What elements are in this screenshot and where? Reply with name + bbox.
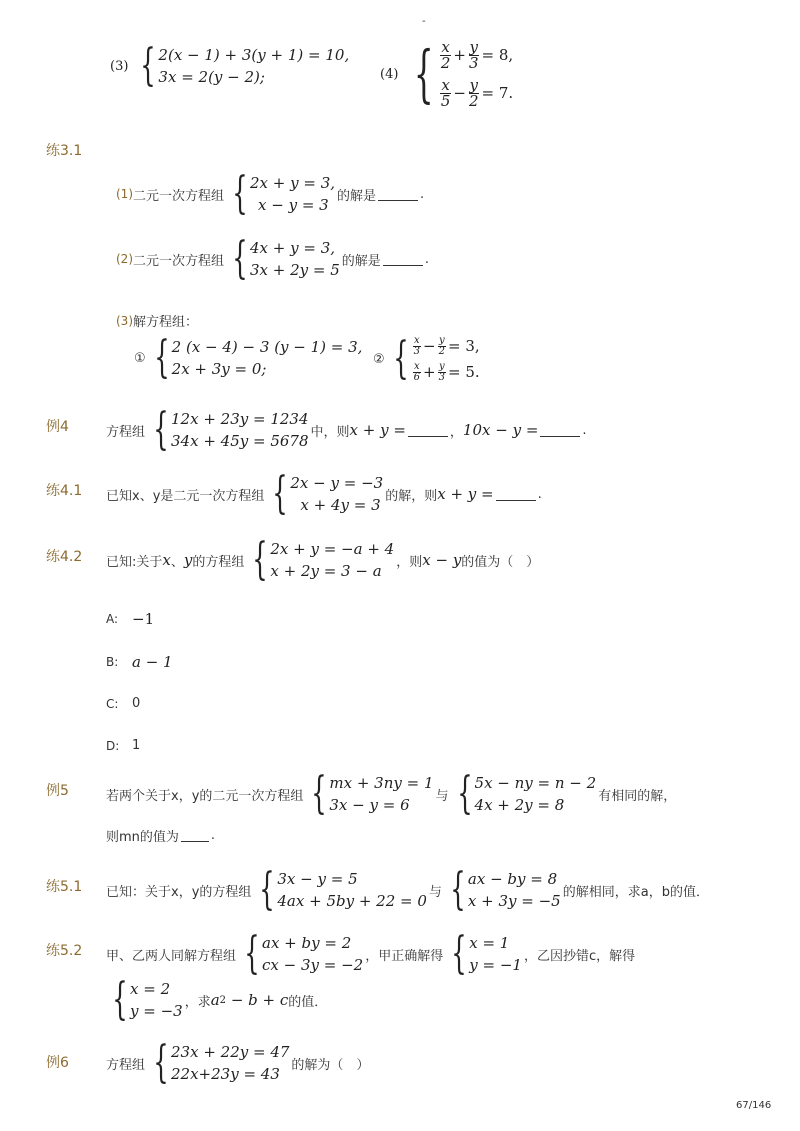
example-6-text: 方程组 [106, 1057, 146, 1073]
top-dash: - [422, 16, 426, 27]
exercise-4-1 [106, 468, 542, 519]
exercise-4-2-text1: 已知:关于 [106, 554, 163, 570]
exercise-5-2-tag: 练5.2 [46, 943, 83, 959]
example-5-s1-eq2: 3x − y = 6 [329, 796, 410, 814]
example-4-mid: 中，则 [310, 424, 350, 440]
example-5-line2-text: 则mn的值为 [106, 830, 179, 845]
exercise-4-2-text2: 的方程组 [192, 554, 245, 570]
example-6-eq1: 23x + 22y = 47 [171, 1043, 290, 1061]
problem-3-system [134, 40, 350, 91]
exercise-4-2-eq1: 2x + y = −a + 4 [270, 540, 395, 558]
exercise-4-2 [106, 534, 540, 585]
example-5-with: 与 [435, 788, 449, 804]
problem-4-system: { $\frac{x}{2}$ + $\frac{y}{3}$ = 8, $\frac{x}{5}$ − $\frac{y}{2}$ = 7. [414, 37, 514, 110]
exercise-4-2-tail: ，则 [396, 554, 423, 570]
exercise-5-1-with: 与 [428, 884, 442, 900]
problem-3-eq1: 2(x − 1) + 3(y + 1) = 10, [158, 46, 350, 64]
q2-eq1: 4x + y = 3, [250, 239, 336, 257]
exercise-4-1-expr: x + y = [437, 485, 494, 503]
q3-c2-eq1-tail: = 3, [447, 337, 480, 355]
exercise-5-2-text3: ，乙因抄错c，解得 [523, 948, 636, 964]
expr-rest: − b + c [226, 991, 289, 1009]
answer-blank[interactable] [540, 424, 580, 437]
left-brace-icon: { [153, 1037, 169, 1088]
option-b[interactable] [106, 653, 173, 671]
enum-comma: 、 [170, 554, 184, 570]
left-brace-icon: { [232, 233, 248, 284]
left-brace-icon: { [392, 333, 409, 384]
exercise-4-1-end: . [537, 486, 542, 502]
exercise-5-1-tag: 练5.1 [46, 879, 83, 895]
q3-number: (3) [116, 313, 133, 328]
left-brace-icon: { [259, 864, 276, 915]
exercise-3-1-tag: 练3.1 [46, 143, 83, 159]
exercise-4-1-eq1: 2x − y = −3 [290, 474, 384, 492]
option-d-value: 1 [132, 738, 141, 753]
exercise-5-1-s2-eq2: x + 3y = −5 [467, 892, 561, 910]
exercise-5-2-s3-eq1: x = 2 [130, 980, 171, 998]
example-5-s2-eq1: 5x − ny = n − 2 [474, 774, 597, 792]
left-brace-icon: { [450, 864, 466, 915]
problem-3-label: (3) [110, 58, 129, 74]
separator: ， [449, 424, 463, 440]
example-4 [106, 404, 587, 455]
example-5-s1-eq1: mx + 3ny = 1 [329, 774, 434, 792]
left-brace-icon: { [232, 168, 248, 219]
q3-c1-eq1: 2 (x − 4) − 3 (y − 1) = 3, [171, 338, 363, 356]
exercise-5-2-text5: 的值． [288, 994, 328, 1010]
answer-blank[interactable] [383, 253, 423, 266]
left-brace-icon: { [456, 768, 473, 819]
exercise-4-2-eq2: x + 2y = 3 − a [270, 562, 382, 580]
example-6-tail: 的解为（ ） [291, 1057, 370, 1073]
problem-4-eq2-tail: = 7. [481, 84, 514, 102]
expr-exponent: 2 [219, 994, 227, 1006]
example-6 [106, 1037, 370, 1088]
exercise-5-2-text1: 甲、乙两人同解方程组 [106, 948, 237, 964]
circle-one: ① [134, 350, 146, 366]
circle-two: ② [373, 351, 385, 367]
option-c-key: C: [106, 696, 119, 711]
exercise-5-2 [106, 928, 636, 979]
exercise-4-1-tail: 的解，则 [385, 488, 438, 504]
left-brace-icon: { [252, 534, 269, 585]
exercise-4-2-tail2: 的值为（ ） [461, 554, 540, 570]
q2-end: . [424, 251, 429, 267]
var-x: x [162, 551, 171, 569]
answer-blank[interactable] [496, 488, 536, 501]
left-brace-icon: { [140, 40, 157, 91]
exercise-3-1-q3 [116, 311, 198, 330]
q2-text: 二元一次方程组 [133, 253, 225, 269]
example-5-tag: 例5 [46, 783, 69, 799]
exercise-5-2-line2 [104, 974, 328, 1025]
example-4-expr2: 10x − y = [462, 421, 539, 439]
example-5-text1: 若两个关于x，y的二元一次方程组 [106, 788, 304, 804]
answer-blank[interactable] [181, 829, 209, 842]
exercise-5-2-s2-eq1: x = 1 [469, 934, 510, 952]
q2-eq2: 3x + 2y = 5 [250, 261, 340, 279]
option-d[interactable] [106, 738, 140, 753]
q1-number: (1) [116, 187, 133, 201]
example-4-end: . [582, 422, 587, 438]
problem-4-eq1-tail: = 8, [481, 46, 514, 64]
example-4-tag: 例4 [46, 419, 69, 435]
option-a-key: A: [106, 612, 119, 626]
option-b-key: B: [106, 655, 119, 669]
example-4-eq1: 12x + 23y = 1234 [171, 410, 309, 428]
problem-3-eq2: 3x = 2(y − 2); [158, 68, 265, 86]
var-y: y [183, 551, 193, 569]
exercise-5-1-text2: 的解相同，求a，b的值． [562, 884, 709, 900]
example-6-tag: 例6 [46, 1055, 69, 1071]
exercise-5-2-s1-eq1: ax + by = 2 [262, 934, 352, 952]
q3-c1-eq2: 2x + 3y = 0; [171, 360, 267, 378]
exercise-5-2-text2: ，甲正确解得 [365, 948, 444, 964]
example-5-end: . [210, 828, 216, 843]
problem-4 [380, 36, 515, 112]
left-brace-icon: { [451, 928, 467, 979]
example-4-eq2: 34x + 45y = 5678 [171, 432, 309, 450]
answer-blank[interactable] [378, 188, 418, 201]
q1-end: . [420, 186, 425, 202]
exercise-5-2-s2-eq2: y = −1 [469, 956, 522, 974]
exercise-3-1-q1 [116, 168, 425, 219]
example-4-expr1: x + y = [349, 421, 406, 439]
option-c-value: 0 [132, 696, 141, 711]
exercise-5-1-s2-eq1: ax − by = 8 [467, 870, 558, 888]
exercise-4-1-eq2: x + 4y = 3 [300, 496, 381, 514]
option-a[interactable] [106, 610, 154, 628]
exercise-4-2-tag: 练4.2 [46, 549, 83, 565]
q1-eq1: 2x + y = 3, [250, 174, 336, 192]
option-c[interactable] [106, 696, 140, 711]
option-b-value: a − 1 [132, 653, 173, 671]
example-5-s2-eq2: 4x + 2y = 8 [474, 796, 565, 814]
q1-eq2: x − y = 3 [258, 196, 329, 214]
q2-tail: 的解是 [341, 253, 381, 269]
exercise-3-1-q2 [116, 233, 429, 284]
q1-text: 二元一次方程组 [133, 188, 225, 204]
q3-text: 解方程组： [133, 315, 199, 330]
example-5-text2: 有相同的解， [598, 788, 677, 804]
problem-3 [110, 40, 351, 91]
exercise-5-1-text1: 已知：关于x，y的方程组 [106, 884, 252, 900]
left-brace-icon: { [311, 768, 328, 819]
example-4-text: 方程组 [106, 424, 146, 440]
left-brace-icon: { [414, 37, 435, 110]
q1-tail: 的解是 [337, 188, 377, 204]
left-brace-icon: { [153, 332, 170, 383]
example-6-eq2: 22x+23y = 43 [171, 1065, 280, 1083]
exercise-5-2-s1-eq2: cx − 3y = −2 [262, 956, 364, 974]
option-d-key: D: [106, 738, 120, 753]
q2-number: (2) [116, 252, 133, 266]
left-brace-icon: { [112, 974, 128, 1025]
exercise-5-2-text4: ，求 [184, 994, 211, 1010]
exercise-5-2-s3-eq2: y = −3 [130, 1002, 183, 1020]
q3-c2-eq2-tail: = 5. [447, 363, 480, 381]
left-brace-icon: { [272, 468, 289, 519]
page-number: 67/146 [736, 1100, 772, 1111]
exercise-4-1-text: 已知x、y是二元一次方程组 [106, 488, 265, 504]
exercise-4-1-tag: 练4.1 [46, 483, 83, 499]
problem-4-label: (4) [380, 66, 399, 82]
exercise-4-2-expr: x − y [422, 551, 462, 569]
left-brace-icon: { [153, 404, 169, 455]
q3-system-2: ② { $\frac{x}{3}$ − $\frac{y}{2}$ = 3, $\frac{x}{6}$ + $\frac{y}{3}$ = 5. [373, 333, 480, 384]
expr-a: a [210, 991, 220, 1009]
q3-system-1 [134, 332, 364, 383]
exercise-5-1-s1-eq2: 4ax + 5by + 22 = 0 [277, 892, 427, 910]
answer-blank[interactable] [408, 424, 448, 437]
left-brace-icon: { [244, 928, 260, 979]
option-a-value: −1 [132, 610, 155, 628]
exercise-5-1-s1-eq1: 3x − y = 5 [277, 870, 358, 888]
example-5-line2 [106, 826, 215, 845]
example-5 [106, 768, 677, 819]
exercise-5-1 [106, 864, 709, 915]
